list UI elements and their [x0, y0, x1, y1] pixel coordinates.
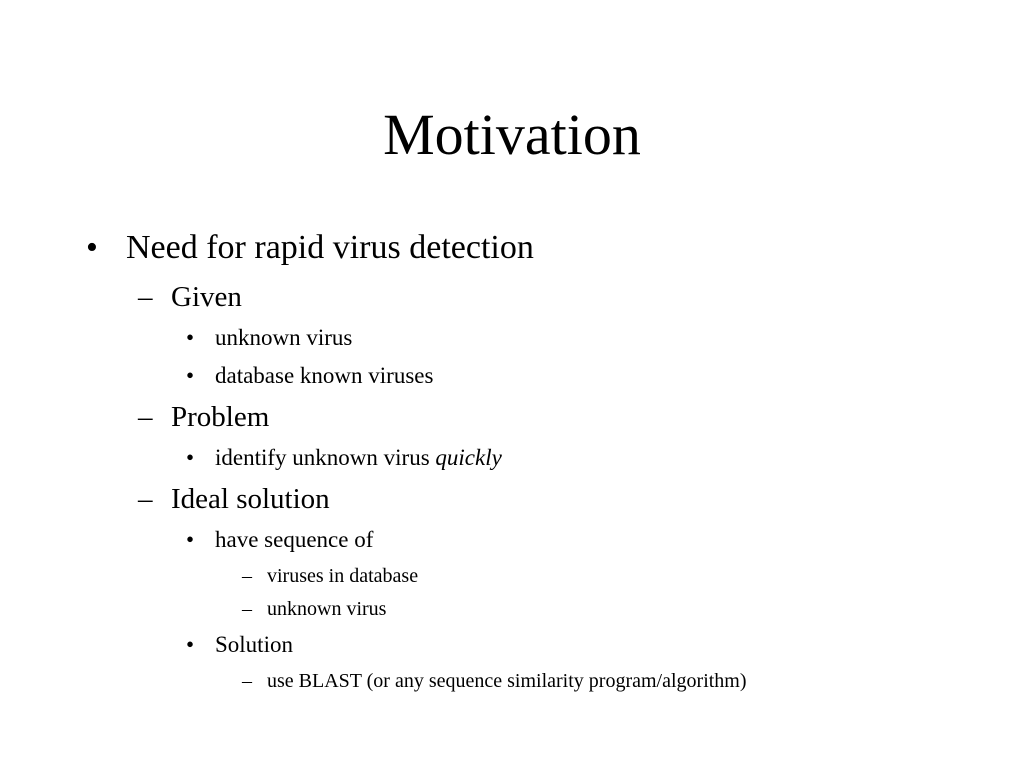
bullet-icon: •: [86, 229, 98, 266]
list-item-text: Ideal solution: [171, 483, 330, 515]
list-item-text: Given: [171, 281, 242, 313]
bullet-icon: •: [186, 445, 195, 470]
list-item-text-main: identify unknown virus: [215, 445, 436, 470]
slide-title: Motivation: [383, 102, 641, 167]
dash-icon: –: [242, 598, 252, 620]
list-item-text: [215, 444, 502, 472]
dash-icon: –: [242, 565, 252, 587]
bullet-icon: •: [186, 527, 195, 552]
dash-icon: –: [138, 483, 153, 515]
bullet-icon: •: [186, 632, 195, 657]
list-item-text: Problem: [171, 401, 270, 433]
dash-icon: –: [242, 670, 252, 692]
list-item-text: viruses in database: [267, 565, 419, 587]
list-item-text: database known viruses: [215, 363, 434, 388]
list-item-text: use BLAST (or any sequence similarity program/algorithm): [267, 670, 747, 692]
bullet-icon: •: [186, 325, 195, 350]
list-item-text: Solution: [215, 632, 293, 657]
list-item-text: unknown virus: [215, 325, 353, 350]
list-item-text: have sequence of: [215, 527, 374, 552]
bullet-icon: •: [186, 363, 195, 388]
list-item-text: unknown virus: [267, 598, 387, 620]
dash-icon: –: [138, 281, 153, 313]
dash-icon: –: [138, 401, 153, 433]
list-item-text: Need for rapid virus detection: [126, 229, 534, 266]
emphasis-text: quickly: [435, 445, 502, 470]
